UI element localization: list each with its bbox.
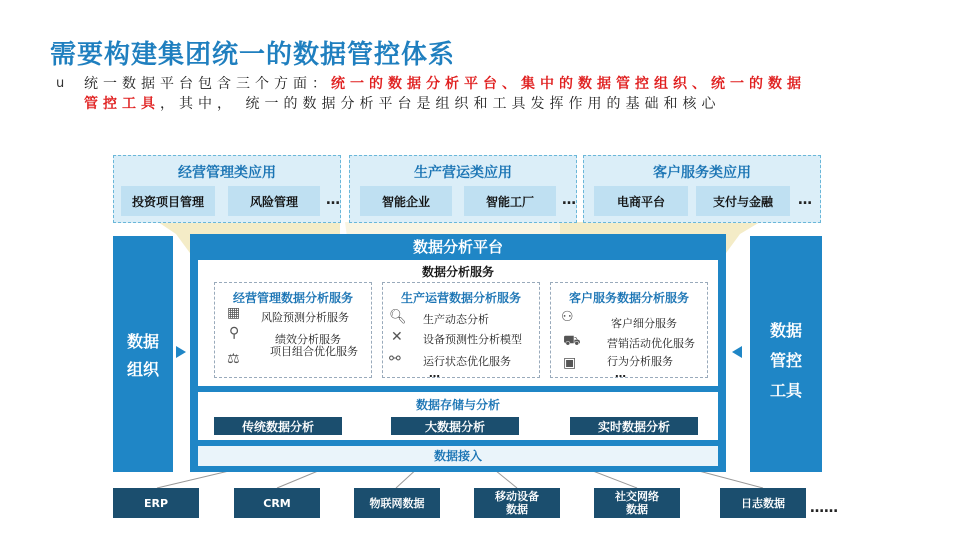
app-group-management	[113, 155, 341, 223]
left-pillar-data-organization	[113, 236, 173, 472]
data-access-bar: 数据接入	[198, 446, 718, 466]
app-investment-project[interactable]: 投资项目管理	[121, 186, 215, 216]
service-group-title: 生产运营数据分析服务	[400, 291, 521, 305]
source-erp[interactable]: ERP	[113, 488, 199, 518]
services-title: 数据分析服务	[421, 265, 494, 279]
service-group-management	[214, 282, 372, 378]
service-more: …	[615, 367, 626, 380]
faucet-icon: ⚲	[229, 325, 240, 341]
app-more: …	[562, 192, 576, 208]
source-mobile-data[interactable]: 移动设备数据	[474, 488, 560, 518]
cart-icon: ⛟	[563, 333, 581, 349]
service-item[interactable]: 绩效分析服务	[275, 333, 341, 346]
bullet-marker: u	[56, 76, 65, 91]
storage-title: 数据存储与分析	[415, 398, 500, 412]
intro-pre: 统一数据平台包含三个方面：	[84, 76, 331, 92]
service-item[interactable]: 客户细分服务	[611, 317, 677, 330]
intro-highlight: 统一的数据分析平台、集中的数据管控组织、统一的数据管控工具	[84, 76, 806, 112]
source-log-data[interactable]: 日志数据	[720, 488, 806, 518]
service-item[interactable]: 项目组合优化服务	[270, 345, 358, 358]
big-data-analysis-button[interactable]: 大数据分析	[391, 417, 519, 435]
service-more: …	[429, 367, 440, 380]
realtime-analysis-button[interactable]: 实时数据分析	[570, 417, 698, 435]
pillar-line: 组织	[126, 360, 159, 379]
source-iot-data[interactable]: 物联网数据	[354, 488, 440, 518]
pillar-line: 工具	[769, 381, 802, 400]
service-item[interactable]: 营销活动优化服务	[607, 337, 695, 350]
network-icon: ⚯	[389, 351, 401, 367]
right-arrow	[732, 346, 742, 358]
tools-icon: ✕	[391, 329, 403, 345]
service-item[interactable]: 行为分析服务	[607, 355, 673, 368]
app-group-production	[349, 155, 577, 223]
service-item[interactable]: 生产动态分析	[423, 313, 489, 326]
app-group-title: 生产营运类应用	[414, 165, 512, 181]
scale-icon: ⚖	[227, 351, 240, 367]
page-title: 需要构建集团统一的数据管控体系	[50, 40, 456, 70]
app-payment-finance[interactable]: 支付与金融	[696, 186, 790, 216]
people-icon: ⚇	[561, 309, 574, 325]
service-group-title: 经营管理数据分析服务	[232, 291, 353, 305]
sources-more: ……	[810, 500, 838, 516]
app-group-title: 经营管理类应用	[178, 165, 276, 181]
pillar-line: 数据	[126, 332, 159, 351]
source-crm[interactable]: CRM	[234, 488, 320, 518]
bar-chart-icon: ▦	[227, 305, 241, 321]
source-social-data[interactable]: 社交网络数据	[594, 488, 680, 518]
app-smart-enterprise[interactable]: 智能企业	[360, 186, 452, 216]
magnifier-icon: 🔍︎	[389, 309, 407, 325]
service-item[interactable]: 风险预测分析服务	[261, 311, 349, 324]
platform-title: 数据分析平台	[412, 238, 503, 256]
app-risk-management[interactable]: 风险管理	[228, 186, 320, 216]
app-group-customer	[583, 155, 821, 223]
service-group-customer	[550, 282, 708, 378]
service-group-production	[382, 282, 540, 378]
app-group-title: 客户服务类应用	[653, 165, 751, 181]
service-item[interactable]: 设备预测性分析模型	[423, 333, 522, 346]
app-more: …	[326, 192, 340, 208]
pillar-line: 管控	[769, 351, 802, 370]
service-item[interactable]: 运行状态优化服务	[423, 355, 511, 368]
intro-post: ，其中， 统一的数据分析平台是组织和工具发挥作用的基础和核心	[160, 96, 721, 112]
app-ecommerce[interactable]: 电商平台	[594, 186, 688, 216]
pillar-line: 数据	[769, 321, 802, 340]
app-smart-factory[interactable]: 智能工厂	[464, 186, 556, 216]
cash-icon: ▣	[563, 355, 577, 371]
app-more: …	[798, 192, 812, 208]
traditional-analysis-button[interactable]: 传统数据分析	[214, 417, 342, 435]
service-group-title: 客户服务数据分析服务	[568, 291, 689, 305]
right-pillar-data-control-tools	[750, 236, 822, 472]
left-arrow	[176, 346, 186, 358]
